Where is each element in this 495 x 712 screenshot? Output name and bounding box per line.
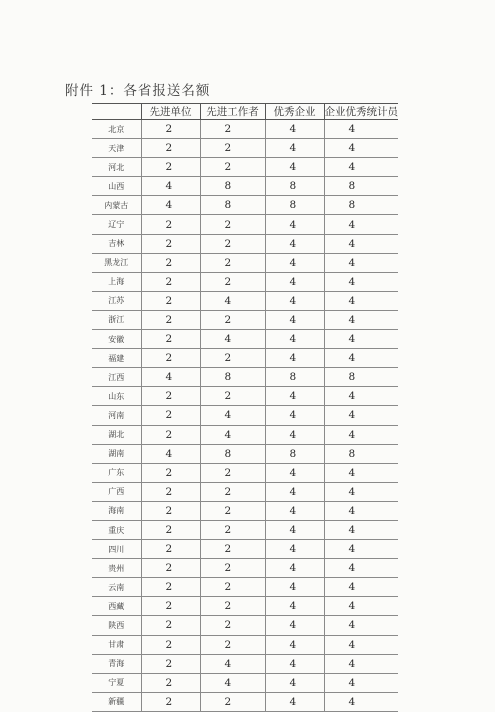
excellent-enterprises-cell: 8 [265,196,324,215]
enterprise-statisticians-cell: 4 [324,120,398,139]
enterprise-statisticians-cell: 4 [324,559,398,578]
advanced-units-cell: 2 [141,578,200,597]
advanced-workers-cell: 2 [200,310,265,329]
advanced-units-cell: 2 [141,654,200,673]
table-row [92,272,398,291]
province-cell: 辽宁 [92,215,141,234]
header-advanced-units: 先进单位 [141,104,200,120]
advanced-units-cell: 4 [141,177,200,196]
excellent-enterprises-cell: 8 [265,368,324,387]
table-row [92,139,398,158]
excellent-enterprises-cell: 4 [265,597,324,616]
table-row [92,406,398,425]
excellent-enterprises-cell: 4 [265,291,324,310]
advanced-workers-cell: 2 [200,482,265,501]
advanced-workers-cell: 8 [200,368,265,387]
advanced-units-cell: 4 [141,444,200,463]
advanced-units-cell: 2 [141,597,200,616]
advanced-units-cell: 2 [141,291,200,310]
advanced-units-cell: 2 [141,501,200,520]
province-cell: 河北 [92,158,141,177]
enterprise-statisticians-cell: 4 [324,616,398,635]
advanced-workers-cell: 4 [200,654,265,673]
table-row [92,616,398,635]
enterprise-statisticians-cell: 4 [324,158,398,177]
excellent-enterprises-cell: 4 [265,139,324,158]
enterprise-statisticians-cell: 4 [324,463,398,482]
excellent-enterprises-cell: 4 [265,520,324,539]
quota-table [92,103,398,712]
enterprise-statisticians-cell: 4 [324,540,398,559]
advanced-workers-cell: 4 [200,673,265,692]
advanced-workers-cell: 2 [200,139,265,158]
enterprise-statisticians-cell: 4 [324,406,398,425]
excellent-enterprises-cell: 4 [265,635,324,654]
table-row [92,559,398,578]
advanced-workers-cell: 4 [200,330,265,349]
excellent-enterprises-cell: 4 [265,654,324,673]
advanced-units-cell: 2 [141,234,200,253]
enterprise-statisticians-cell: 8 [324,177,398,196]
advanced-units-cell: 4 [141,196,200,215]
province-cell: 福建 [92,349,141,368]
table-row [92,215,398,234]
excellent-enterprises-cell: 4 [265,387,324,406]
enterprise-statisticians-cell: 4 [324,253,398,272]
table-row [92,501,398,520]
advanced-units-cell: 2 [141,349,200,368]
province-cell: 广东 [92,463,141,482]
enterprise-statisticians-cell: 4 [324,425,398,444]
advanced-units-cell: 2 [141,673,200,692]
excellent-enterprises-cell: 8 [265,444,324,463]
advanced-units-cell: 2 [141,559,200,578]
advanced-workers-cell: 8 [200,444,265,463]
table-row [92,310,398,329]
advanced-units-cell: 2 [141,139,200,158]
excellent-enterprises-cell: 4 [265,253,324,272]
table-row [92,349,398,368]
enterprise-statisticians-cell: 8 [324,196,398,215]
excellent-enterprises-cell: 4 [265,540,324,559]
province-cell: 天津 [92,139,141,158]
advanced-units-cell: 2 [141,330,200,349]
table-row [92,330,398,349]
table-row [92,177,398,196]
advanced-workers-cell: 4 [200,425,265,444]
advanced-workers-cell: 2 [200,692,265,711]
enterprise-statisticians-cell: 4 [324,291,398,310]
enterprise-statisticians-cell: 4 [324,520,398,539]
advanced-workers-cell: 2 [200,158,265,177]
advanced-units-cell: 2 [141,158,200,177]
advanced-units-cell: 2 [141,120,200,139]
advanced-units-cell: 2 [141,635,200,654]
province-cell: 山东 [92,387,141,406]
advanced-units-cell: 2 [141,692,200,711]
table-row [92,368,398,387]
advanced-workers-cell: 2 [200,463,265,482]
enterprise-statisticians-cell: 4 [324,215,398,234]
advanced-workers-cell: 4 [200,291,265,310]
table-row [92,253,398,272]
excellent-enterprises-cell: 4 [265,349,324,368]
province-cell: 上海 [92,272,141,291]
province-cell: 四川 [92,540,141,559]
enterprise-statisticians-cell: 4 [324,692,398,711]
advanced-workers-cell: 2 [200,540,265,559]
excellent-enterprises-cell: 4 [265,234,324,253]
enterprise-statisticians-cell: 8 [324,368,398,387]
header-province [92,104,141,120]
excellent-enterprises-cell: 4 [265,463,324,482]
table-row [92,387,398,406]
table-row [92,196,398,215]
table-row [92,234,398,253]
advanced-workers-cell: 4 [200,406,265,425]
advanced-workers-cell: 2 [200,215,265,234]
enterprise-statisticians-cell: 4 [324,578,398,597]
enterprise-statisticians-cell: 4 [324,139,398,158]
enterprise-statisticians-cell: 4 [324,673,398,692]
advanced-workers-cell: 2 [200,253,265,272]
province-cell: 陕西 [92,616,141,635]
advanced-units-cell: 2 [141,482,200,501]
advanced-workers-cell: 2 [200,559,265,578]
advanced-units-cell: 2 [141,406,200,425]
province-cell: 宁夏 [92,673,141,692]
excellent-enterprises-cell: 8 [265,177,324,196]
enterprise-statisticians-cell: 4 [324,635,398,654]
province-cell: 海南 [92,501,141,520]
excellent-enterprises-cell: 4 [265,158,324,177]
table-row [92,578,398,597]
advanced-workers-cell: 2 [200,635,265,654]
excellent-enterprises-cell: 4 [265,501,324,520]
advanced-units-cell: 2 [141,425,200,444]
table-row [92,463,398,482]
table-row [92,520,398,539]
excellent-enterprises-cell: 4 [265,310,324,329]
table-row [92,540,398,559]
enterprise-statisticians-cell: 4 [324,654,398,673]
enterprise-statisticians-cell: 4 [324,387,398,406]
advanced-workers-cell: 2 [200,597,265,616]
province-cell: 湖南 [92,444,141,463]
province-cell: 安徽 [92,330,141,349]
advanced-units-cell: 2 [141,253,200,272]
table-row [92,482,398,501]
excellent-enterprises-cell: 4 [265,330,324,349]
enterprise-statisticians-cell: 4 [324,272,398,291]
enterprise-statisticians-cell: 4 [324,330,398,349]
excellent-enterprises-cell: 4 [265,272,324,291]
province-cell: 江西 [92,368,141,387]
header-enterprise-statisticians: 企业优秀统计员 [324,104,398,120]
enterprise-statisticians-cell: 4 [324,501,398,520]
excellent-enterprises-cell: 4 [265,616,324,635]
advanced-units-cell: 2 [141,272,200,291]
province-cell: 青海 [92,654,141,673]
excellent-enterprises-cell: 4 [265,406,324,425]
enterprise-statisticians-cell: 4 [324,597,398,616]
province-cell: 黑龙江 [92,253,141,272]
table-row [92,654,398,673]
advanced-units-cell: 2 [141,215,200,234]
advanced-units-cell: 2 [141,310,200,329]
advanced-units-cell: 4 [141,368,200,387]
table-row [92,291,398,310]
excellent-enterprises-cell: 4 [265,120,324,139]
advanced-workers-cell: 8 [200,196,265,215]
excellent-enterprises-cell: 4 [265,482,324,501]
table-row [92,597,398,616]
advanced-units-cell: 2 [141,540,200,559]
province-cell: 重庆 [92,520,141,539]
province-cell: 云南 [92,578,141,597]
province-cell: 新疆 [92,692,141,711]
advanced-workers-cell: 2 [200,520,265,539]
province-cell: 吉林 [92,234,141,253]
province-cell: 山西 [92,177,141,196]
enterprise-statisticians-cell: 4 [324,482,398,501]
advanced-workers-cell: 2 [200,616,265,635]
advanced-workers-cell: 8 [200,177,265,196]
table-row [92,692,398,711]
table-row [92,158,398,177]
advanced-workers-cell: 2 [200,272,265,291]
advanced-units-cell: 2 [141,616,200,635]
excellent-enterprises-cell: 4 [265,215,324,234]
province-cell: 广西 [92,482,141,501]
table-row [92,444,398,463]
header-excellent-enterprises: 优秀企业 [265,104,324,120]
header-advanced-workers: 先进工作者 [200,104,265,120]
province-cell: 江苏 [92,291,141,310]
advanced-workers-cell: 2 [200,578,265,597]
advanced-units-cell: 2 [141,463,200,482]
province-cell: 北京 [92,120,141,139]
enterprise-statisticians-cell: 4 [324,349,398,368]
advanced-workers-cell: 2 [200,387,265,406]
table-row [92,635,398,654]
excellent-enterprises-cell: 4 [265,692,324,711]
province-cell: 浙江 [92,310,141,329]
table-header-row [92,104,398,120]
province-cell: 贵州 [92,559,141,578]
enterprise-statisticians-cell: 4 [324,310,398,329]
advanced-units-cell: 2 [141,387,200,406]
excellent-enterprises-cell: 4 [265,673,324,692]
province-cell: 甘肃 [92,635,141,654]
advanced-units-cell: 2 [141,520,200,539]
table-row [92,120,398,139]
advanced-workers-cell: 2 [200,234,265,253]
excellent-enterprises-cell: 4 [265,559,324,578]
advanced-workers-cell: 2 [200,120,265,139]
province-cell: 湖北 [92,425,141,444]
enterprise-statisticians-cell: 4 [324,234,398,253]
advanced-workers-cell: 2 [200,501,265,520]
province-cell: 西藏 [92,597,141,616]
table-row [92,673,398,692]
excellent-enterprises-cell: 4 [265,425,324,444]
page-title: 附件 1：各省报送名额 [65,83,211,99]
table-row [92,425,398,444]
enterprise-statisticians-cell: 8 [324,444,398,463]
province-cell: 内蒙古 [92,196,141,215]
province-cell: 河南 [92,406,141,425]
excellent-enterprises-cell: 4 [265,578,324,597]
advanced-workers-cell: 2 [200,349,265,368]
